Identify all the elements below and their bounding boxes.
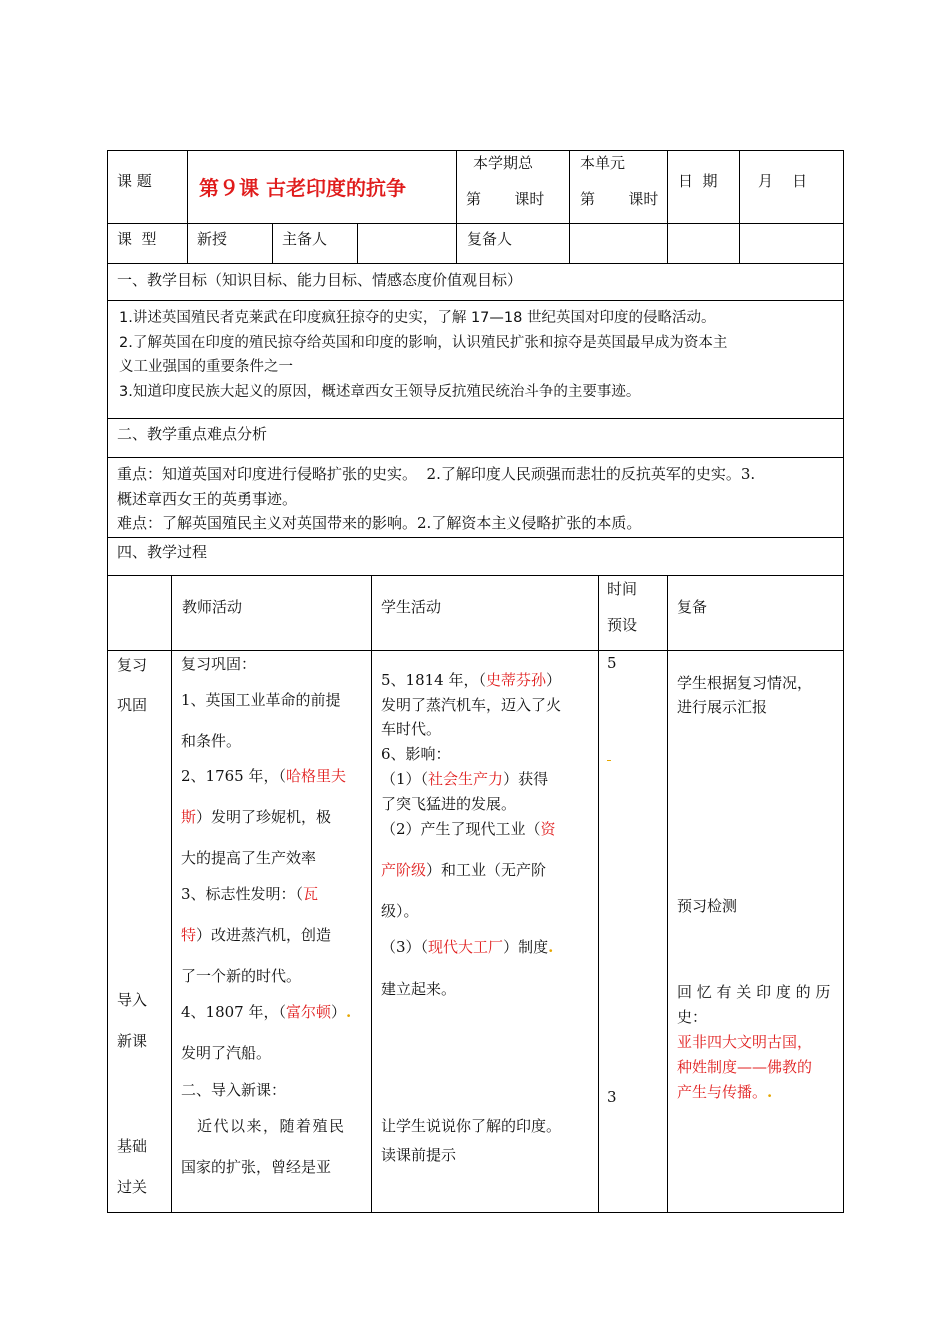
difficult-points-line: 难点：了解英国殖民主义对英国带来的影响。2.了解资本主义侵略扩张的本质。 — [117, 514, 642, 532]
stage-review-1: 复习 — [117, 656, 148, 674]
teacher-line: 1、英国工业革命的前提 — [181, 691, 341, 709]
lesson-title: 第９课 古老印度的抗争 — [199, 176, 406, 200]
student-line: 产阶级）和工业（无产阶 — [381, 861, 547, 879]
lesson-type-value: 新授 — [197, 230, 228, 248]
key-points-line-2: 概述章西女王的英勇事迹。 — [117, 490, 298, 508]
semester-lesson-number: 第 课时 — [466, 190, 545, 208]
time-header-line-2: 预设 — [607, 616, 638, 634]
teacher-line: 2、1765 年，（哈格里夫 — [181, 767, 347, 785]
process-heading: 四、教学过程 — [117, 543, 208, 561]
stage-review-2: 巩固 — [117, 696, 148, 714]
decoration-mark — [607, 760, 611, 761]
objective-line-1: 1.讲述英国殖民者克莱武在印度疯狂掠夺的史实，了解 17—18 世纪英国对印度的侵略活动。 — [119, 310, 716, 326]
student-activity-header: 学生活动 — [381, 598, 442, 616]
teacher-line: 复习巩固： — [181, 655, 257, 673]
student-line: （3）（现代大工厂）制度. — [381, 938, 554, 956]
teacher-line: 和条件。 — [181, 732, 242, 750]
teacher-line: 4、1807 年，（富尔顿）. — [181, 1003, 352, 1021]
student-line: 让学生说说你了解的印度。 — [381, 1117, 562, 1135]
date-label: 日 期 — [678, 172, 718, 190]
date-value: 月 日 — [758, 172, 808, 190]
teacher-activity-header: 教师活动 — [182, 598, 243, 616]
stage-intro-2: 新课 — [117, 1032, 148, 1050]
student-line: （2）产生了现代工业（资 — [381, 820, 556, 838]
time-preset-2: 3 — [607, 1088, 617, 1106]
teacher-line: 近代以来，随着殖民 — [197, 1117, 346, 1135]
reviewer-label: 复备人 — [467, 230, 513, 248]
objective-line-4: 3.知道印度民族大起义的原因，概述章西女王领导反抗殖民统治斗争的主要事迹。 — [119, 384, 641, 400]
review-line: 产生与传播。. — [677, 1083, 773, 1101]
teacher-line: 特）改进蒸汽机，创造 — [181, 926, 332, 944]
key-points-line-1: 重点：知道英国对印度进行侵略扩张的史实。 2.了解印度人民顽强而悲壮的反抗英军的史实。3. — [117, 465, 756, 483]
student-line: 6、影响： — [381, 745, 451, 763]
lesson-type-label: 课 型 — [117, 230, 157, 248]
review-line: 史： — [677, 1008, 708, 1026]
review-line: 预习检测 — [677, 897, 738, 915]
key-points-heading: 二、教学重点难点分析 — [117, 425, 268, 443]
student-line: 发明了蒸汽机车，迈入了火 — [381, 696, 562, 714]
teacher-line: 3、标志性发明：（瓦 — [181, 885, 319, 903]
student-line: 了突飞猛进的发展。 — [381, 795, 517, 813]
student-line: 车时代。 — [381, 720, 442, 738]
review-line: 种姓制度——佛教的 — [677, 1058, 813, 1076]
unit-lesson-number: 第 课时 — [580, 190, 659, 208]
student-line: （1）（社会生产力）获得 — [381, 770, 549, 788]
stage-intro-1: 导入 — [117, 991, 148, 1009]
teacher-line: 了一个新的时代。 — [181, 967, 302, 985]
student-line: 级）。 — [381, 902, 419, 920]
student-line: 建立起来。 — [381, 980, 457, 998]
time-preset-1: 5 — [607, 654, 617, 672]
review-header: 复备 — [677, 598, 708, 616]
objective-line-3: 义工业强国的重要条件之一 — [119, 359, 293, 375]
stage-basic-1: 基础 — [117, 1137, 148, 1155]
objective-line-2: 2.了解英国在印度的殖民掠夺给英国和印度的影响，认识殖民扩张和掠夺是英国最早成为资本主 — [119, 335, 728, 351]
subject-label: 课 题 — [117, 172, 152, 190]
student-line: 读课前提示 — [381, 1146, 457, 1164]
review-line: 回 忆 有 关 印 度 的 历 — [677, 983, 831, 1001]
student-line: 5、1814 年，（史蒂芬孙） — [381, 671, 562, 689]
review-line: 进行展示汇报 — [677, 698, 768, 716]
review-line: 学生根据复习情况， — [677, 674, 813, 692]
semester-total-label: 本学期总 — [473, 154, 534, 172]
objectives-heading: 一、教学目标（知识目标、能力目标、情感态度价值观目标） — [117, 271, 523, 289]
time-header-line-1: 时间 — [607, 580, 638, 598]
teacher-line: 斯）发明了珍妮机，极 — [181, 808, 332, 826]
unit-label: 本单元 — [580, 154, 626, 172]
teacher-line: 国家的扩张，曾经是亚 — [181, 1158, 332, 1176]
teacher-line: 发明了汽船。 — [181, 1044, 272, 1062]
teacher-line: 大的提高了生产效率 — [181, 849, 317, 867]
review-line: 亚非四大文明古国， — [677, 1033, 813, 1051]
stage-basic-2: 过关 — [117, 1178, 148, 1196]
teacher-line: 二、导入新课： — [181, 1081, 287, 1099]
preparer-label: 主备人 — [282, 230, 328, 248]
